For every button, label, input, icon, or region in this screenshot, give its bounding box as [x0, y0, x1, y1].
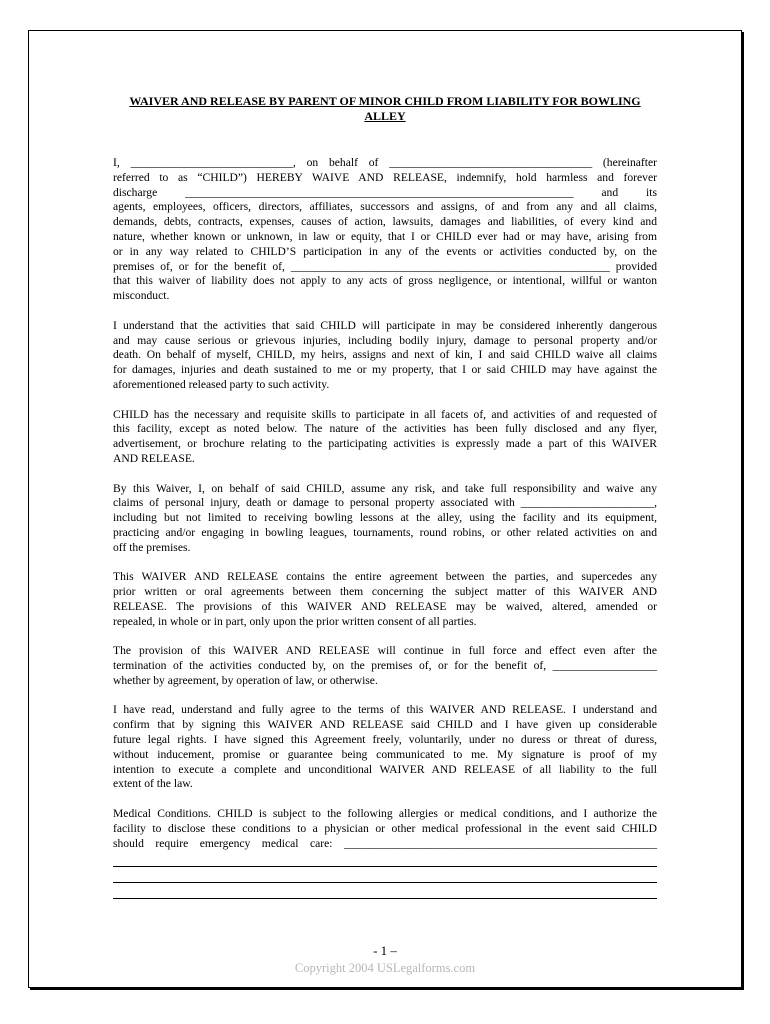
paragraph-line: extent of the law. [113, 777, 193, 791]
paragraph-line: agents, employees, officers, directors, affiliates, successors and assigns, of and from any and all claims, [113, 200, 657, 214]
copyright-footer: Copyright 2004 USLegalforms.com [294, 961, 476, 975]
page-number: - 1 – [373, 943, 397, 958]
paragraph-line: death. On behalf of myself, CHILD, my heirs, assigns and next of kin, I and said CHILD waive all claims [113, 348, 657, 362]
medical-conditions-blank-lines[interactable] [113, 851, 657, 898]
paragraph-line: The provision of this WAIVER AND RELEASE will continue in full force and effect even after the [113, 644, 657, 658]
paragraph-line: for damages, injuries and death sustained to me or my property, that I or said CHILD may have against the [113, 363, 657, 377]
paragraph-line: I have read, understand and fully agree to the terms of this WAIVER AND RELEASE. I understand and [113, 703, 657, 717]
paragraph-line: I, ____________________________, on behalf of ___________________________________ (hereinafter [113, 156, 657, 169]
paragraph-line: advertisement, or brochure relating to the participating activities is expressly made a part of this WAIVER [113, 437, 657, 451]
paragraph-container [113, 156, 657, 851]
paragraph-line: discharge ___________________________________________________________________ and its [113, 185, 657, 199]
paragraph-line: this facility, except as noted below. The nature of the activities has been fully disclosed and any flyer, [113, 422, 657, 436]
paragraph-line: nature, whether known or unknown, in law or equity, that I or CHILD ever had or may have, arising from [113, 229, 657, 243]
paragraph-line: should require emergency medical care: ______________________________________________________ [113, 836, 657, 850]
paragraph [113, 644, 657, 688]
paragraph-line: demands, debts, contracts, expenses, causes of action, lawsuits, damages and liabilities, of every kind and [113, 215, 657, 229]
paragraph-line: whether by agreement, by operation of law, or otherwise. [113, 673, 378, 687]
paragraph [113, 408, 657, 467]
document-title: WAIVER AND RELEASE BY PARENT OF MINOR CHILD FROM LIABILITY FOR BOWLING ALLEY [129, 94, 641, 123]
paragraph-line: misconduct. [113, 289, 170, 303]
paragraph-line: intention to execute a complete and unconditional WAIVER AND RELEASE of all liability to the full [113, 762, 657, 776]
paragraph-line: repealed, in whole or in part, only upon the prior written consent of all parties. [113, 614, 477, 628]
paragraph-line: RELEASE. The provisions of this WAIVER AND RELEASE may be waived, altered, amended or [113, 599, 657, 613]
paragraph-line: referred to as “CHILD”) HEREBY WAIVE AND RELEASE, indemnify, hold harmless and forever [113, 170, 657, 184]
paragraph [113, 570, 657, 629]
paragraph-line: practicing and/or engaging in bowling leagues, tournaments, round robins, or other related activities on and [113, 525, 657, 539]
paragraph-line: or in any way related to CHILD’S participation in any of the events or activities conducted by, on the [113, 244, 657, 258]
paragraph-line: aforementioned released party to such activity. [113, 377, 330, 391]
paragraph-line: without inducement, promise or guarantee being communicated to me. My signature is proof of my [113, 747, 657, 761]
paragraph [113, 319, 657, 393]
blank-line[interactable] [113, 883, 657, 899]
paragraph-line: AND RELEASE. [113, 451, 195, 465]
paragraph [113, 703, 657, 792]
paragraph-line: claims of personal injury, death or damage to personal property associated with _______________________, [113, 496, 657, 510]
document-body [113, 94, 657, 899]
paragraph-line: Medical Conditions. CHILD is subject to the following allergies or medical conditions, and I authorize the [113, 807, 657, 821]
paragraph-line: premises of, or for the benefit of, _______________________________________________________ provided [113, 259, 657, 273]
paragraph-line: confirm that by signing this WAIVER AND RELEASE said CHILD and I have given up considerable [113, 718, 657, 732]
paragraph-line: future legal rights. I have signed this Agreement freely, voluntarily, under no duress or threat of duress, [113, 733, 657, 747]
paragraph-line: facility to disclose these conditions to a physician or other medical professional in the event said CHILD [113, 821, 657, 835]
blank-line[interactable] [113, 851, 657, 867]
paragraph-line: and may cause serious or grievous injuries, including bodily injury, damage to personal property and/or [113, 333, 657, 347]
paragraph-line: that this waiver of liability does not apply to any acts of gross negligence, or intentional, willful or wanton [113, 274, 657, 288]
paragraph-line: This WAIVER AND RELEASE contains the entire agreement between the parties, and supercedes any [113, 570, 657, 584]
paragraph [113, 807, 657, 851]
paragraph-line: termination of the activities conducted by, on the premises of, or for the benefit of, __________________ [113, 659, 657, 673]
paragraph-line: I understand that the activities that said CHILD will participate in may be considered inherently dangerous [113, 318, 657, 332]
blank-line[interactable] [113, 867, 657, 883]
paragraph [113, 156, 657, 304]
paragraph-line: off the premises. [113, 540, 191, 554]
paragraph [113, 482, 657, 556]
paragraph-line: By this Waiver, I, on behalf of said CHILD, assume any risk, and take full responsibility and waive any [113, 481, 657, 495]
paragraph-line: prior written or oral agreements between them concerning the subject matter of this WAIVER AND [113, 585, 657, 599]
paragraph-line: including but not limited to receiving bowling lessons at the alley, using the facility and its equipment, [113, 511, 657, 525]
paragraph-line: CHILD has the necessary and requisite skills to participate in all facets of, and activities of and requested of [113, 407, 657, 421]
